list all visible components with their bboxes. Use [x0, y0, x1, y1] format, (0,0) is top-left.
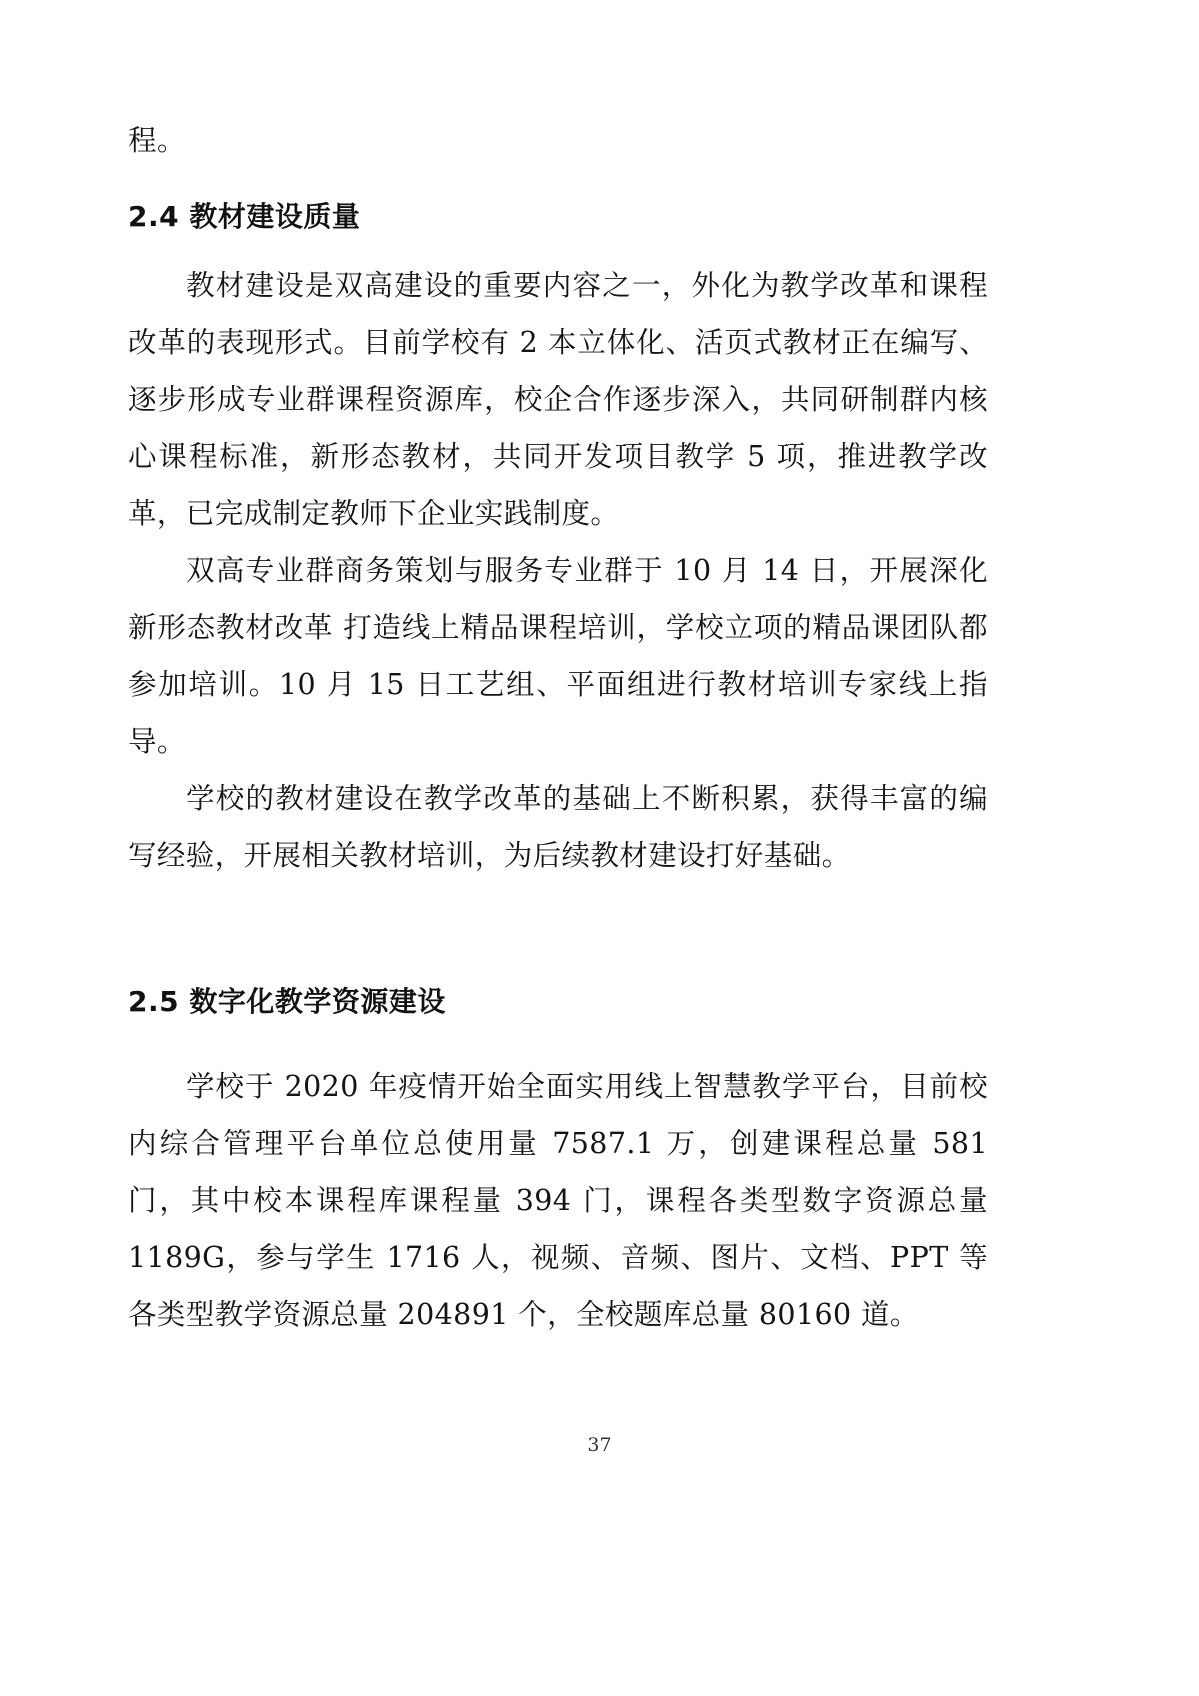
paragraph-continuation: 程。: [128, 124, 186, 157]
paragraph-textbook-construction: 教材建设是双高建设的重要内容之一，外化为教学改革和课程改革的表现形式。目前学校有 2 本立体化、活页式教材正在编写、逐步形成专业群课程资源库，校企合作逐步深入，共同研制群内核心课程标准，新形态教材，共同开发项目教学 5 项，推进教学改革，已完成制定教师下企业实践制度。: [128, 269, 988, 530]
section-heading-2-4: 2.4 教材建设质量: [128, 200, 361, 233]
paragraph-training-activity: 双高专业群商务策划与服务专业群于 10 月 14 日，开展深化新形态教材改革 打造线上精品课程培训，学校立项的精品课团队都参加培训。10 月 15 日工艺组、平面组进行教材培训专家线上指导。: [128, 554, 988, 758]
paragraph-digital-resources: 学校于 2020 年疫情开始全面实用线上智慧教学平台，目前校内综合管理平台单位总使用量 7587.1 万，创建课程总量 581 门，其中校本课程库课程量 394 门，课程各类型数字资源总量 1189G，参与学生 1716 人，视频、音频、图片、文档、PPT 等各类型教学资源总量 204891 个，全校题库总量 80160 道。: [128, 1070, 988, 1331]
paragraph-summary: 学校的教材建设在教学改革的基础上不断积累，获得丰富的编写经验，开展相关教材培训，为后续教材建设打好基础。: [128, 782, 988, 872]
spacer: [128, 884, 988, 980]
spacer: [128, 1024, 988, 1058]
spacer: [128, 169, 988, 195]
page-number: 37: [587, 1434, 612, 1456]
spacer: [128, 239, 988, 257]
section-heading-2-5: 2.5 数字化教学资源建设: [128, 985, 446, 1018]
page-content: [128, 112, 988, 1343]
